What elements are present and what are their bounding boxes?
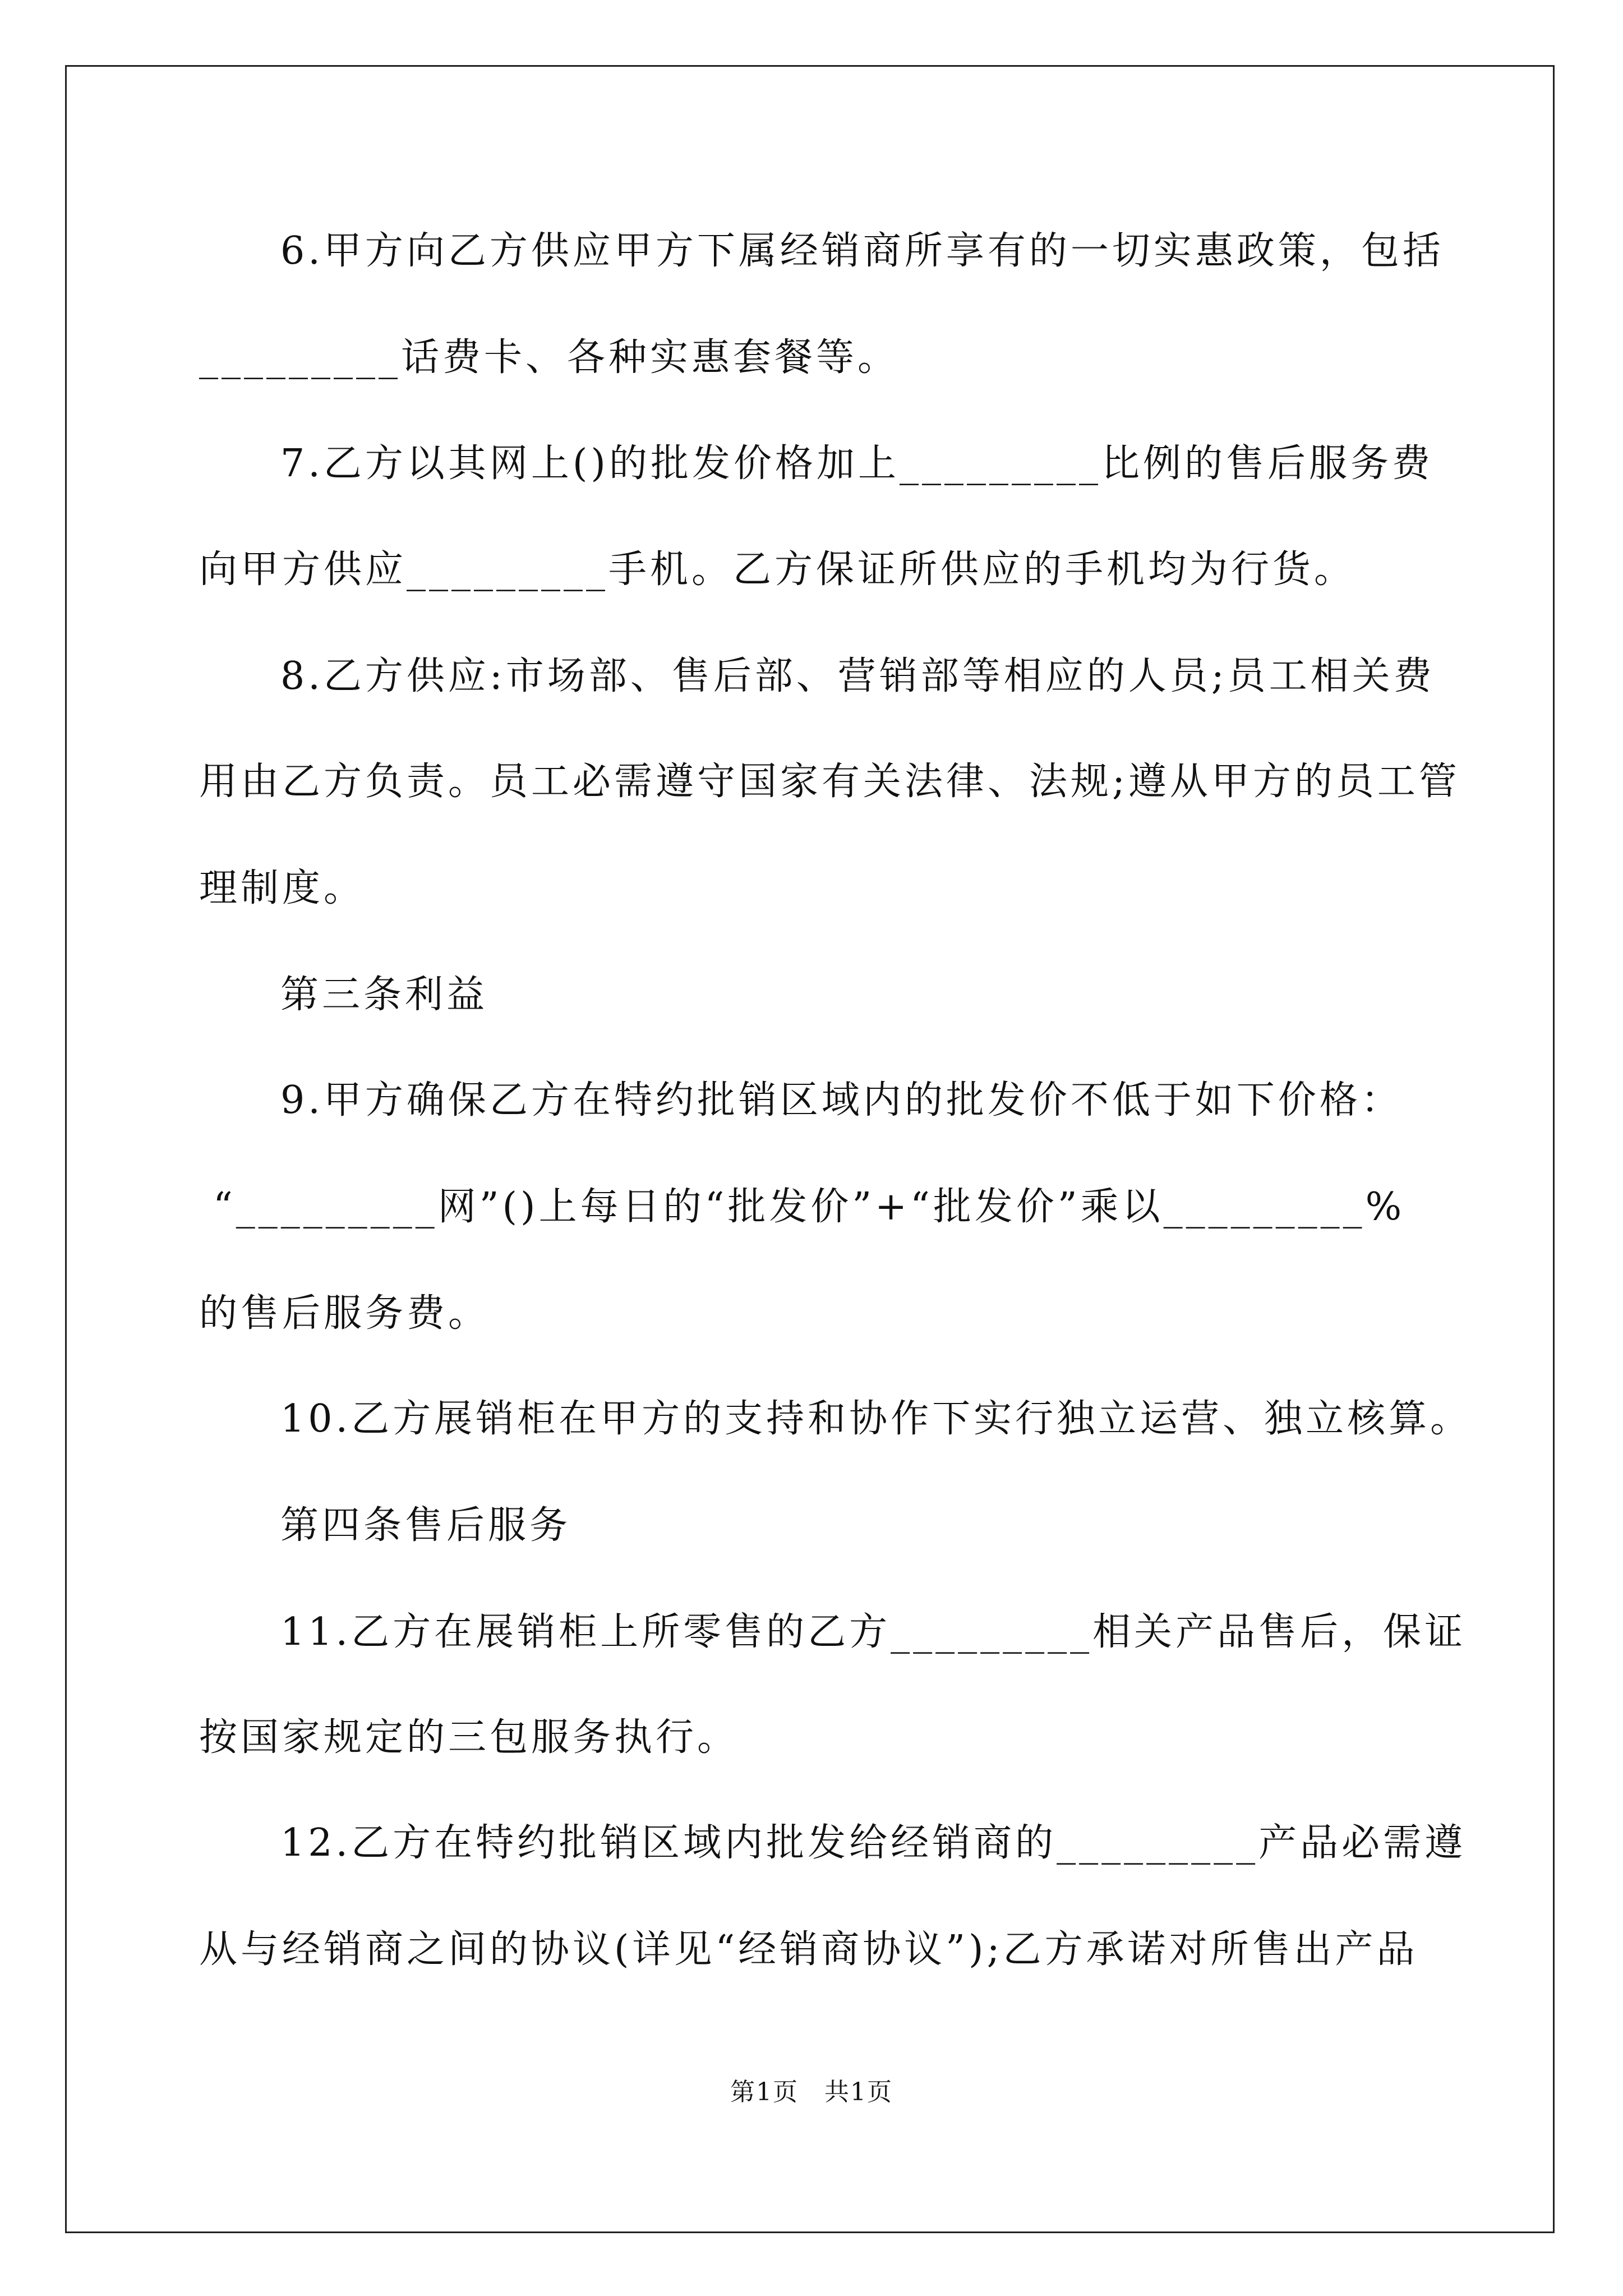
paragraph-line: 6.甲方向乙方供应甲方下属经销商所享有的一切实惠政策，包括 xyxy=(280,229,1444,273)
page-footer: 第1页 共1页 xyxy=(730,2078,893,2106)
paragraph-line: 用由乙方负责。员工必需遵守国家有关法律、法规;遵从甲方的员工管 xyxy=(199,760,1460,804)
paragraph-line: 8.乙方供应:市场部、售后部、营销部等相应的人员;员工相关费 xyxy=(280,654,1435,698)
paragraph-line: 10.乙方展销柜在甲方的支持和协作下实行独立运营、独立核算。 xyxy=(280,1397,1472,1441)
paragraph-line: 的售后服务费。 xyxy=(199,1291,490,1336)
section-heading: 第四条售后服务 xyxy=(280,1503,571,1548)
paragraph-line: 7.乙方以其网上()的批发价格加上_________比例的售后服务费 xyxy=(280,441,1433,486)
section-heading: 第三条利益 xyxy=(280,973,488,1017)
paragraph-line: 11.乙方在展销柜上所零售的乙方_________相关产品售后，保证 xyxy=(280,1610,1467,1654)
paragraph-line: 9.甲方确保乙方在特约批销区域内的批发价不低于如下价格： xyxy=(280,1078,1403,1122)
paragraph-line: “_________网”()上每日的“批发价”+“批发价”乘以_________% xyxy=(213,1185,1405,1229)
paragraph-line: 向甲方供应_________手机。乙方保证所供应的手机均为行货。 xyxy=(199,547,1356,592)
paragraph-line: 按国家规定的三包服务执行。 xyxy=(199,1715,739,1760)
paragraph-line: _________话费卡、各种实惠套餐等。 xyxy=(199,335,900,380)
paragraph-line: 理制度。 xyxy=(199,866,366,910)
page-border xyxy=(65,65,1555,2233)
paragraph-line: 从与经销商之间的协议(详见“经销商协议”);乙方承诺对所售出产品 xyxy=(199,1927,1418,1972)
paragraph-line: 12.乙方在特约批销区域内批发给经销商的_________产品必需遵 xyxy=(280,1821,1467,1865)
